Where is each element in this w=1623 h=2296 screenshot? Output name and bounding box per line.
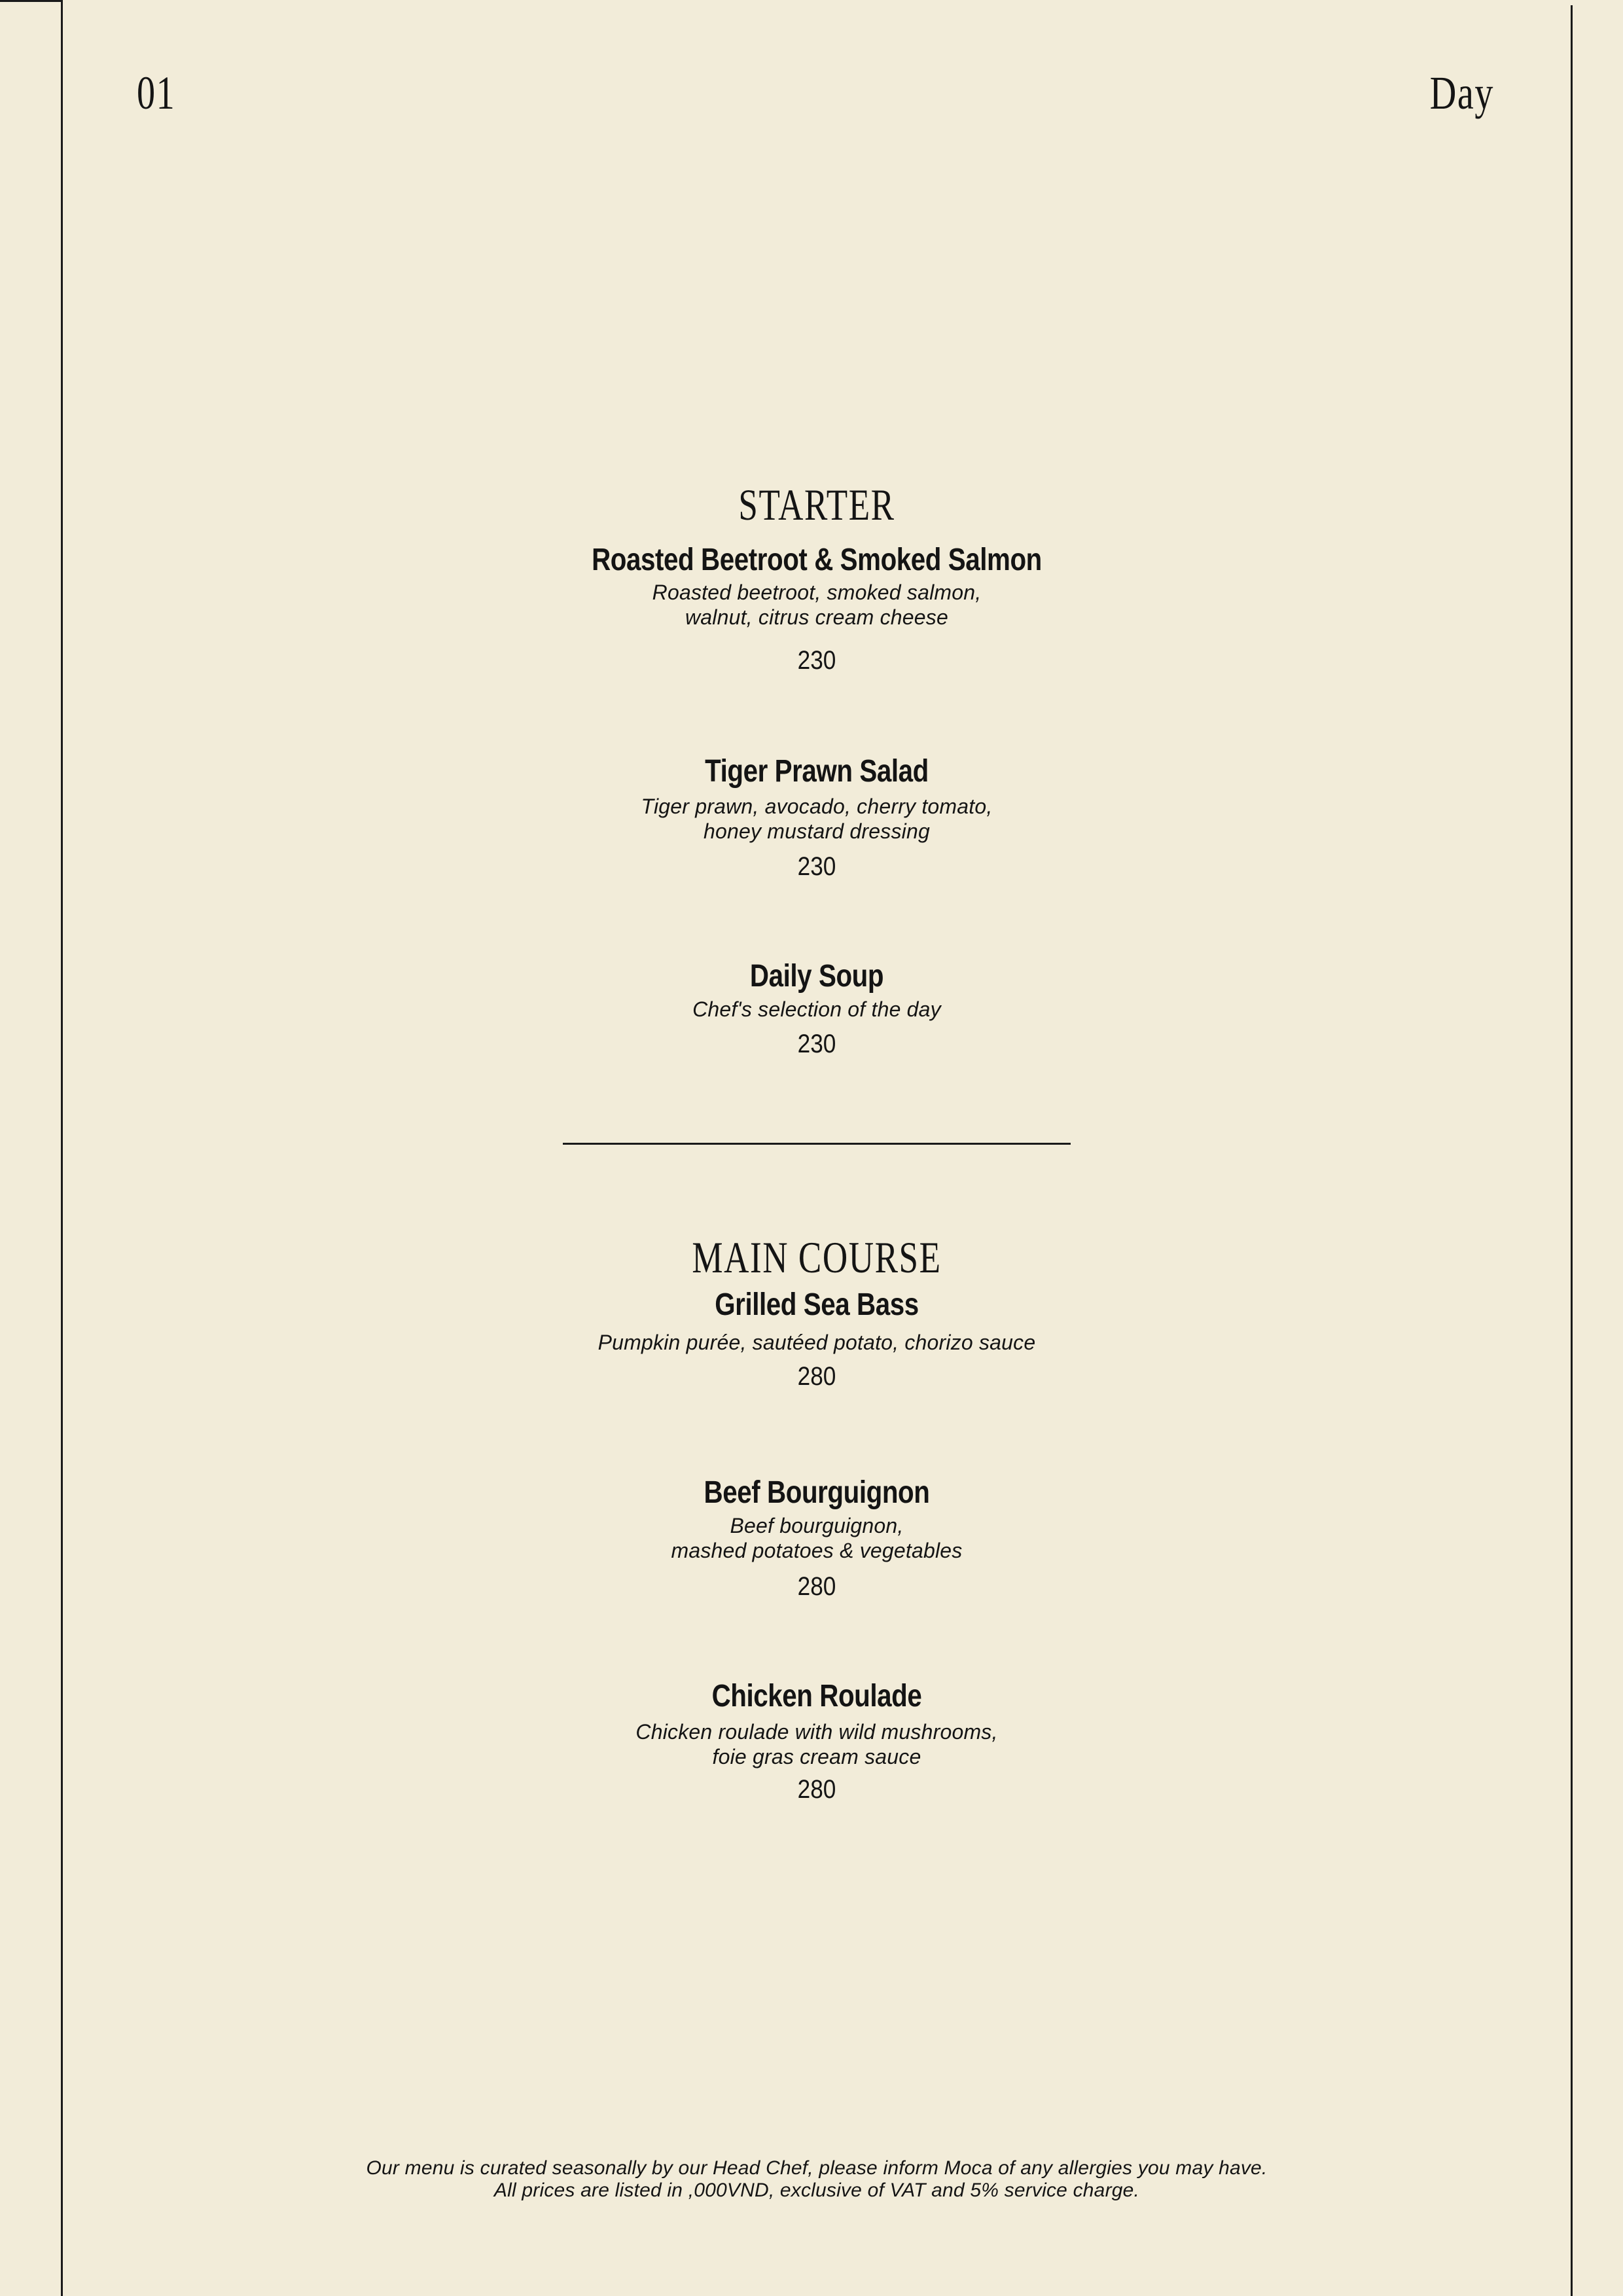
left-border-line <box>61 0 63 2296</box>
section-heading-main-course: MAIN COURSE <box>692 1232 942 1282</box>
section-divider-line <box>563 1143 1071 1145</box>
menu-item-price: 230 <box>797 646 836 675</box>
menu-item-description <box>62 580 1572 630</box>
menu-item-name-beef-bourguignon: Beef Bourguignon <box>704 1475 930 1510</box>
menu-item-description <box>62 1513 1572 1563</box>
page-title-day: Day <box>1429 67 1494 119</box>
description-line: Roasted beetroot, smoked salmon, <box>652 581 982 604</box>
menu-item-name-roasted-beetroot: Roasted Beetroot & Smoked Salmon <box>592 543 1042 577</box>
footer-disclaimer <box>62 2157 1572 2202</box>
description-line: Chicken roulade with wild mushrooms, <box>635 1720 998 1744</box>
menu-item-name-tiger-prawn-salad: Tiger Prawn Salad <box>705 754 929 789</box>
menu-item-name-daily-soup: Daily Soup <box>749 959 884 994</box>
menu-item-price: 280 <box>797 1362 836 1391</box>
menu-item-price: 280 <box>797 1775 836 1804</box>
footer-line: Our menu is curated seasonally by our Head Chef, please inform Moca of any allergies you may have. <box>366 2157 1268 2179</box>
menu-item-price: 230 <box>797 852 836 881</box>
page-number: 01 <box>137 67 176 119</box>
description-line: walnut, citrus cream cheese <box>685 605 948 629</box>
right-border-line <box>1571 5 1573 2296</box>
description-line: Beef bourguignon, <box>730 1514 904 1537</box>
description-line: mashed potatoes & vegetables <box>671 1539 963 1562</box>
description-line: Pumpkin purée, sautéed potato, chorizo sauce <box>597 1331 1036 1354</box>
menu-item-description <box>62 1330 1572 1355</box>
menu-item-price: 280 <box>797 1572 836 1601</box>
description-line: honey mustard dressing <box>704 819 930 843</box>
menu-item-name-chicken-roulade: Chicken Roulade <box>711 1679 922 1713</box>
footer-line: All prices are listed in ,000VND, exclusive of VAT and 5% service charge. <box>493 2179 1140 2201</box>
section-heading-starter: STARTER <box>738 480 895 529</box>
description-line: Chef's selection of the day <box>692 997 941 1021</box>
description-line: foie gras cream sauce <box>712 1745 921 1768</box>
menu-item-price: 230 <box>797 1030 836 1058</box>
description-line: Tiger prawn, avocado, cherry tomato, <box>641 795 993 818</box>
menu-item-name-grilled-sea-bass: Grilled Sea Bass <box>715 1287 919 1322</box>
menu-item-description <box>62 794 1572 844</box>
menu-item-description <box>62 997 1572 1022</box>
top-left-tick-line <box>0 0 63 2</box>
menu-item-description <box>62 1719 1572 1769</box>
